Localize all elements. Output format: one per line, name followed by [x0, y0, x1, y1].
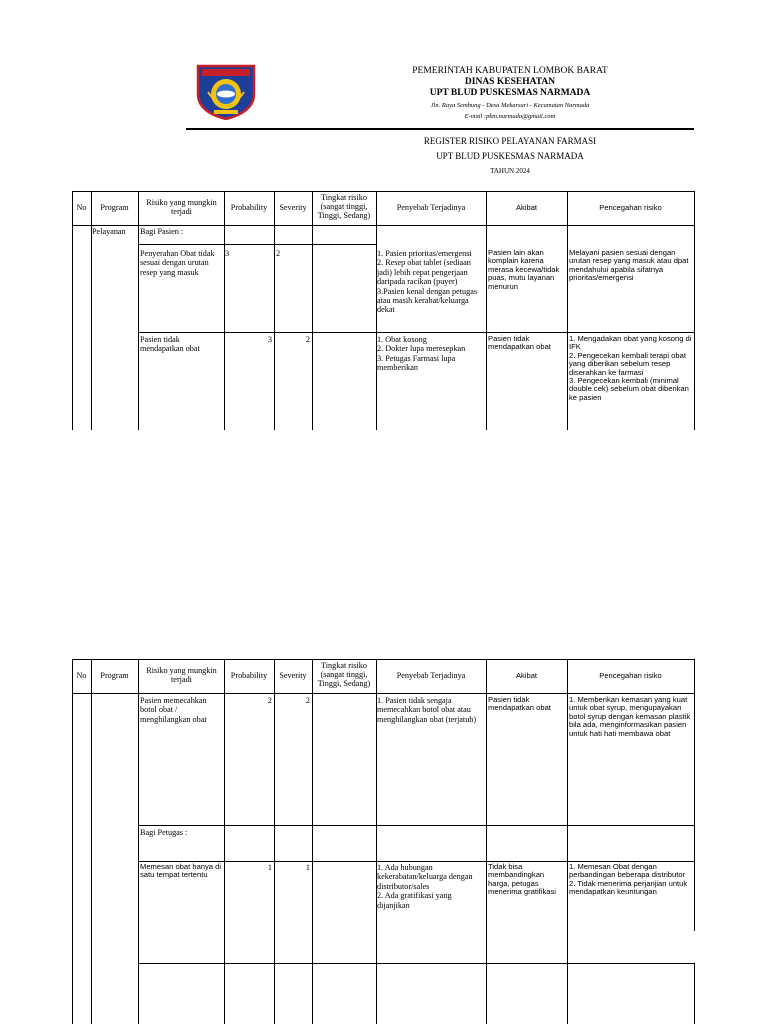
col-header-no: No: [76, 203, 87, 212]
severity-cell: 1: [305, 863, 310, 872]
lombok-barat-emblem-icon: [196, 64, 256, 120]
col-header-probability: Probability: [230, 671, 268, 680]
program-cell: Pelayanan: [92, 227, 126, 236]
letterhead-divider: [186, 128, 694, 130]
prevention-cell: 1. Mengadakan obat yang kosong di IFK 2. Pengecekan kembali terapi obat yang diberikan sebelum resep diserahkan ke farmasi 3. Pengecekan kembali (minimal double cek) sebelum obat diberikan ke pasien: [569, 334, 692, 402]
effect-cell: Tidak bisa membandingkan harga, petugas menerima gratifikasi: [488, 862, 556, 897]
col-header-akibat: Akibat: [515, 203, 538, 212]
page-subtitle: UPT BLUD PUSKESMAS NARMADA: [436, 151, 584, 161]
section-label-pasien: Bagi Pasien :: [140, 227, 184, 236]
col-header-pencegahan: Pencegahan risiko: [599, 671, 662, 680]
prevention-cell: 1. Memberikan kemasan yang kuat untuk obat syrup, mengupayakan botol syrup dengan kemasan plastik bila ada, menginformasikan pasien untuk hati hati membawa obat: [569, 695, 693, 738]
col-header-tingkat: Tingkat risiko (sangat tinggi, Tinggi, Sedang): [317, 661, 371, 688]
cause-cell: 1. Pasien tidak sengaja memecahkan botol obat atau menghilangkan obat (terjatuh): [377, 696, 477, 724]
risk-cell: Penyerahan Obat tidak sesuai dengan urutan resep yang masuk: [140, 249, 217, 277]
risk-cell: Pasien memecahkan botol obat / menghilangkan obat: [140, 696, 209, 724]
prevention-cell: Melayani pasien sesuai dengan urutan resep yang masuk atau dpat mendahului apabila sifatnya prioritas/emergensi: [569, 248, 691, 283]
probability-cell: 3: [225, 249, 230, 258]
prevention-cell: 1. Memesan Obat dengan perbandingan beberapa distributor 2. Tidak menerima perjanjian untuk mendapatkan keuntungan: [569, 862, 688, 897]
col-header-risiko: Risiko yang mungkin terjadi: [146, 198, 217, 216]
probability-cell: 1: [267, 863, 272, 872]
effect-cell: Pasien tidak mendapatkan obat: [488, 695, 551, 713]
letterhead-line2: DINAS KESEHATAN: [464, 77, 556, 87]
letterhead-email: E-mail :pkm.narmada@gmail.com: [464, 113, 556, 120]
severity-cell: 2: [305, 696, 310, 705]
col-header-severity: Severity: [279, 671, 307, 680]
col-header-risiko: Risiko yang mungkin terjadi: [146, 666, 217, 684]
col-header-no: No: [76, 671, 87, 680]
risk-cell: Pasien tidak mendapatkan obat: [140, 335, 200, 354]
col-header-akibat: Akibat: [515, 671, 538, 680]
severity-cell: 2: [276, 249, 281, 258]
letterhead-line1: PEMERINTAH KABUPATEN LOMBOK BARAT: [412, 66, 608, 76]
col-header-pencegahan: Pencegahan risiko: [599, 203, 662, 212]
col-header-program: Program: [100, 671, 129, 680]
letterhead-line3: UPT BLUD PUSKESMAS NARMADA: [429, 88, 591, 98]
col-header-program: Program: [100, 203, 129, 212]
risk-cell: Memesan obat hanya di satu tempat tertentu: [140, 862, 224, 880]
letterhead-address: Jln. Raya Sembung - Desa Mekarsari - Kecamatan Narmada: [430, 102, 590, 109]
col-header-penyebab: Penyebab Terjadinya: [396, 671, 466, 680]
probability-cell: 2: [267, 696, 272, 705]
col-header-tingkat: Tingkat risiko (sangat tinggi, Tinggi, Sedang): [317, 193, 371, 220]
severity-cell: 2: [305, 335, 310, 344]
cause-cell: 1. Obat kosong 2. Dokter lupa meresepkan 3. Petugas Farmasi lupa memberikan: [377, 335, 466, 373]
col-header-severity: Severity: [279, 203, 307, 212]
cause-cell: 1. Ada hubungan kekerabatan/keluarga dengan distributor/sales 2. Ada gratifikasi yang dijanjikan: [377, 863, 473, 910]
letterhead: [0, 0, 768, 130]
effect-cell: Pasien tidak mendapatkan obat: [488, 334, 551, 352]
page-year: TAHUN 2024: [490, 167, 530, 175]
probability-cell: 3: [267, 335, 272, 344]
cause-cell: 1. Pasien prioritas/emergensi 2. Resep obat tablet (sediaan jadi) lebih cepat pengerjaan daripada racikan (puyer) 3.Pasien kenal dengan petugas atau masih kerabat/keluarga dekat: [377, 249, 478, 315]
col-header-penyebab: Penyebab Terjadinya: [396, 203, 466, 212]
col-header-probability: Probability: [230, 203, 268, 212]
effect-cell: Pasien lain akan komplain karena merasa kecewa/tidak puas, mutu layanan menurun: [488, 248, 562, 291]
page-title: REGISTER RISIKO PELAYANAN FARMASI: [423, 136, 597, 146]
section-label-petugas: Bagi Petugas :: [140, 828, 188, 837]
